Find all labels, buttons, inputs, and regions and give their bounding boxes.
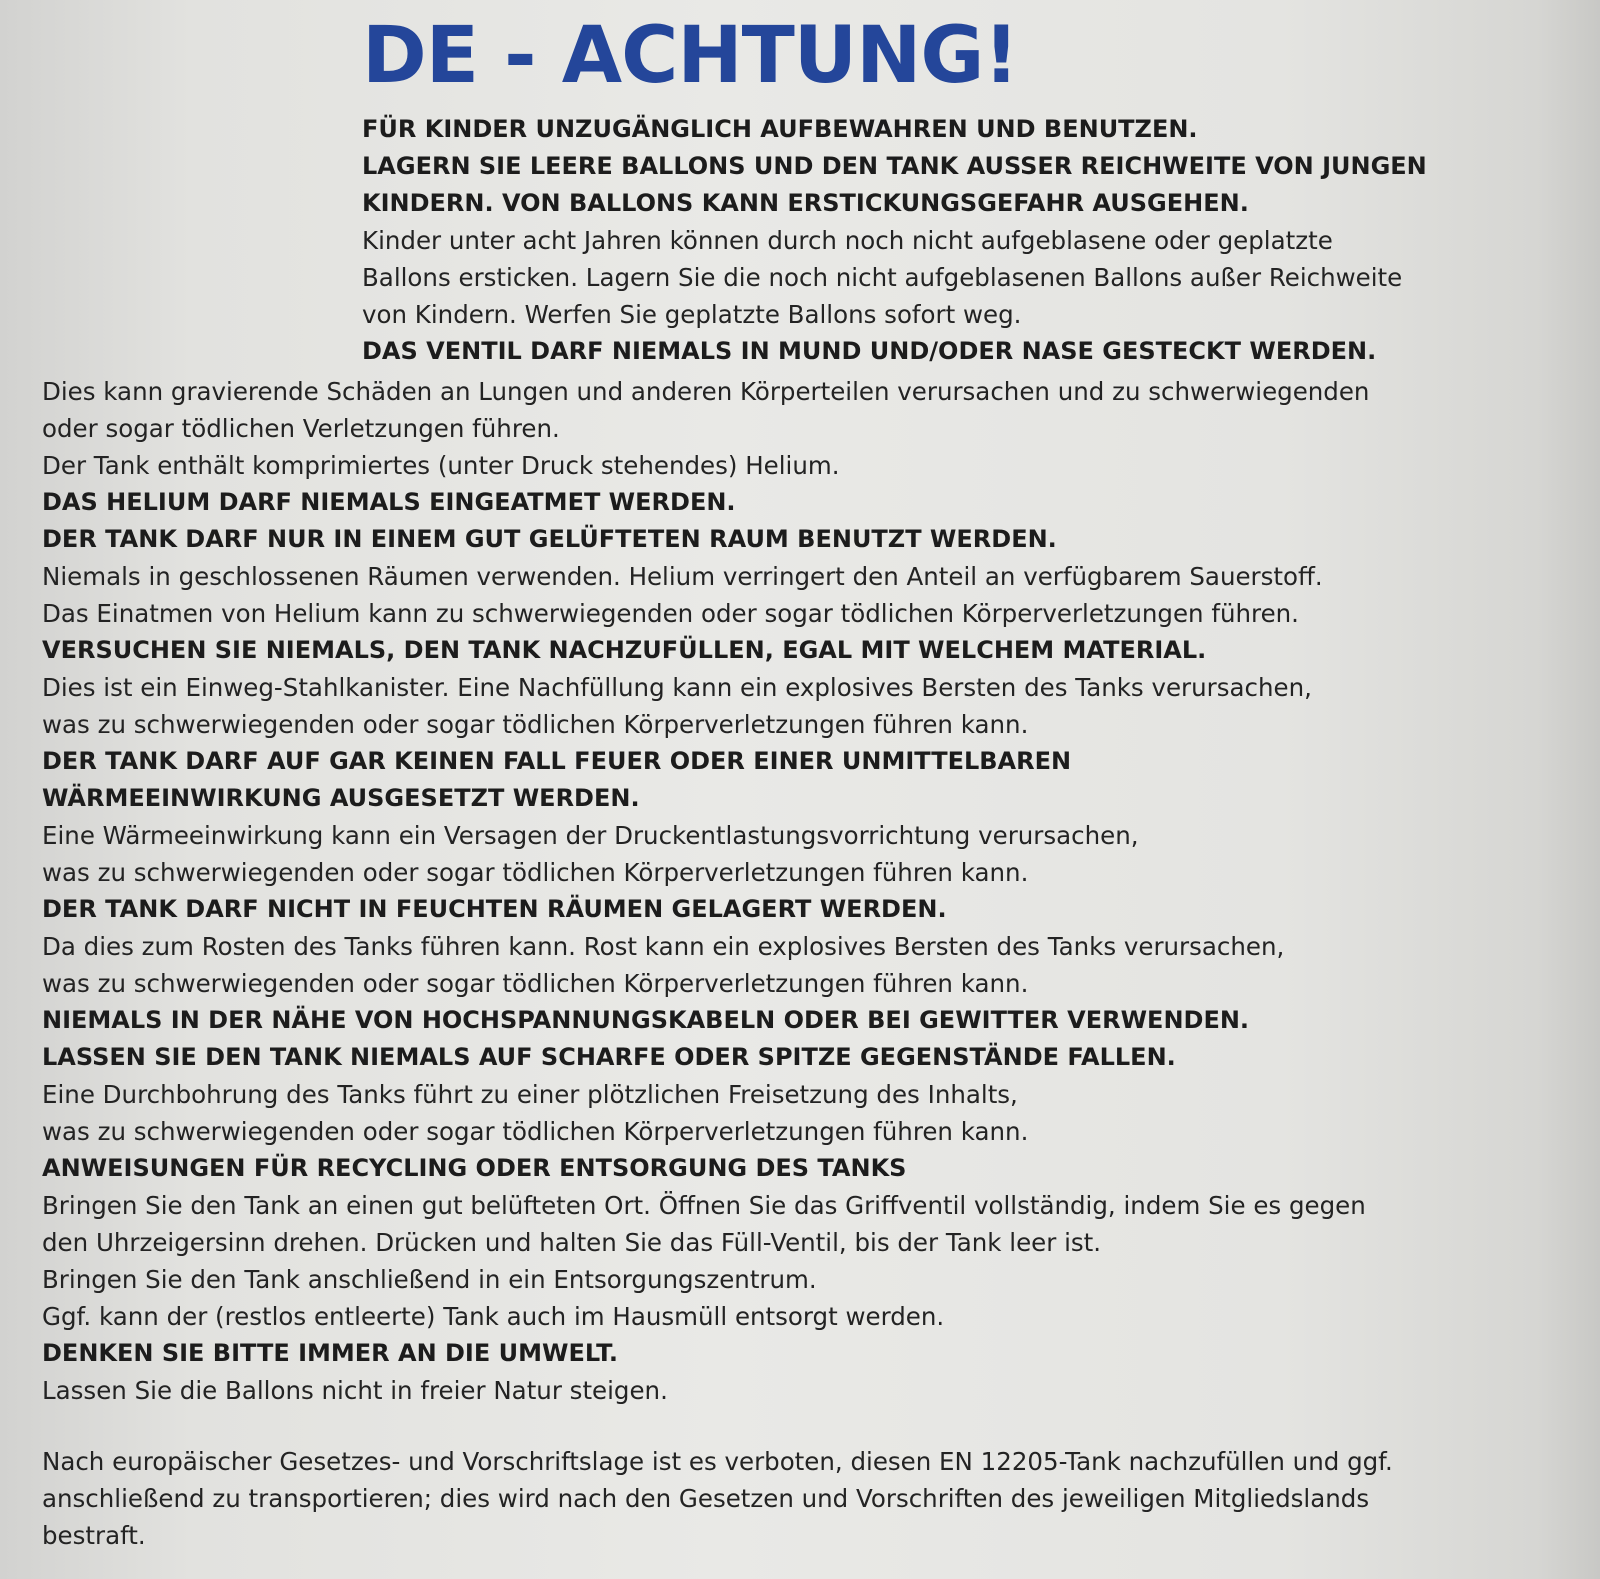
warning-line: NIEMALS IN DER NÄHE VON HOCHSPANNUNGSKABELN ODER BEI GEWITTER VERWENDEN. [42, 1006, 1250, 1034]
warning-line: was zu schwerwiegenden oder sogar tödlichen Körperverletzungen führen kann. [42, 858, 1029, 887]
warning-line: Eine Wärmeeinwirkung kann ein Versagen der Druckentlastungsvorrichtung verursachen, [42, 821, 1139, 850]
footer-line: anschließend zu transportieren; dies wird nach den Gesetzen und Vorschriften des jeweiligen Mitgliedslands [42, 1484, 1370, 1513]
warning-line: DAS VENTIL DARF NIEMALS IN MUND UND/ODER NASE GESTECKT WERDEN. [362, 337, 1377, 365]
warning-line: Niemals in geschlossenen Räumen verwenden. Helium verringert den Anteil an verfügbarem Sauerstoff. [42, 562, 1323, 591]
warning-line: DENKEN SIE BITTE IMMER AN DIE UMWELT. [42, 1339, 619, 1367]
warning-line: Der Tank enthält komprimiertes (unter Druck stehendes) Helium. [42, 451, 840, 480]
warning-line: Eine Durchbohrung des Tanks führt zu einer plötzlichen Freisetzung des Inhalts, [42, 1080, 1018, 1109]
warning-line: WÄRMEEINWIRKUNG AUSGESETZT WERDEN. [42, 784, 640, 812]
warning-line: DER TANK DARF NUR IN EINEM GUT GELÜFTETEN RAUM BENUTZT WERDEN. [42, 525, 1057, 553]
main-section [42, 373, 1577, 1554]
warning-line: Ballons ersticken. Lagern Sie die noch nicht aufgeblasenen Ballons außer Reichweite [362, 263, 1403, 292]
warning-line: Das Einatmen von Helium kann zu schwerwiegenden oder sogar tödlichen Körperverletzungen führen. [42, 599, 1299, 628]
warning-line: Ggf. kann der (restlos entleerte) Tank auch im Hausmüll entsorgt werden. [42, 1302, 945, 1331]
warning-line: von Kindern. Werfen Sie geplatzte Ballons sofort weg. [362, 300, 1022, 329]
warning-line: Lassen Sie die Ballons nicht in freier Natur steigen. [42, 1376, 668, 1405]
legal-footer [42, 1443, 1577, 1554]
warning-line: DER TANK DARF AUF GAR KEINEN FALL FEUER ODER EINER UNMITTELBAREN [42, 747, 1072, 775]
warning-line: Kinder unter acht Jahren können durch noch nicht aufgeblasene oder geplatzte [362, 226, 1333, 255]
warning-line: LASSEN SIE DEN TANK NIEMALS AUF SCHARFE ODER SPITZE GEGENSTÄNDE FALLEN. [42, 1043, 1176, 1071]
warning-line: Bringen Sie den Tank an einen gut belüfteten Ort. Öffnen Sie das Griffventil vollständig, indem Sie es gegen [42, 1191, 1366, 1220]
warning-line: KINDERN. VON BALLONS KANN ERSTICKUNGSGEFAHR AUSGEHEN. [362, 189, 1249, 217]
warning-line: oder sogar tödlichen Verletzungen führen. [42, 414, 560, 443]
warning-line: Da dies zum Rosten des Tanks führen kann. Rost kann ein explosives Bersten des Tanks verursachen, [42, 932, 1285, 961]
warning-line: DAS HELIUM DARF NIEMALS EINGEATMET WERDEN. [42, 488, 736, 516]
warning-line: ANWEISUNGEN FÜR RECYCLING ODER ENTSORGUNG DES TANKS [42, 1154, 907, 1182]
footer-line: bestraft. [42, 1521, 146, 1550]
warning-title: DE - ACHTUNG! [362, 11, 1019, 101]
spacer [42, 1409, 1577, 1443]
warning-line: FÜR KINDER UNZUGÄNGLICH AUFBEWAHREN UND BENUTZEN. [362, 115, 1198, 143]
intro-section [362, 111, 1577, 370]
warning-line: Dies ist ein Einweg-Stahlkanister. Eine Nachfüllung kann ein explosives Bersten des Tanks verursachen, [42, 673, 1312, 702]
warning-line: Bringen Sie den Tank anschließend in ein Entsorgungszentrum. [42, 1265, 817, 1294]
warning-line: was zu schwerwiegenden oder sogar tödlichen Körperverletzungen führen kann. [42, 710, 1029, 739]
warning-line: LAGERN SIE LEERE BALLONS UND DEN TANK AUSSER REICHWEITE VON JUNGEN [362, 152, 1427, 180]
footer-line: Nach europäischer Gesetzes- und Vorschriftslage ist es verboten, diesen EN 12205-Tank nachzufüllen und ggf. [42, 1447, 1393, 1476]
warning-line: DER TANK DARF NICHT IN FEUCHTEN RÄUMEN GELAGERT WERDEN. [42, 895, 947, 923]
warning-line: VERSUCHEN SIE NIEMALS, DEN TANK NACHZUFÜLLEN, EGAL MIT WELCHEM MATERIAL. [42, 636, 1207, 664]
warning-line: den Uhrzeigersinn drehen. Drücken und halten Sie das Füll-Ventil, bis der Tank leer ist. [42, 1228, 1102, 1257]
warning-line: Dies kann gravierende Schäden an Lungen und anderen Körperteilen verursachen und zu schwerwiegenden [42, 377, 1370, 406]
warning-line: was zu schwerwiegenden oder sogar tödlichen Körperverletzungen führen kann. [42, 1117, 1029, 1146]
warning-line: was zu schwerwiegenden oder sogar tödlichen Körperverletzungen führen kann. [42, 969, 1029, 998]
